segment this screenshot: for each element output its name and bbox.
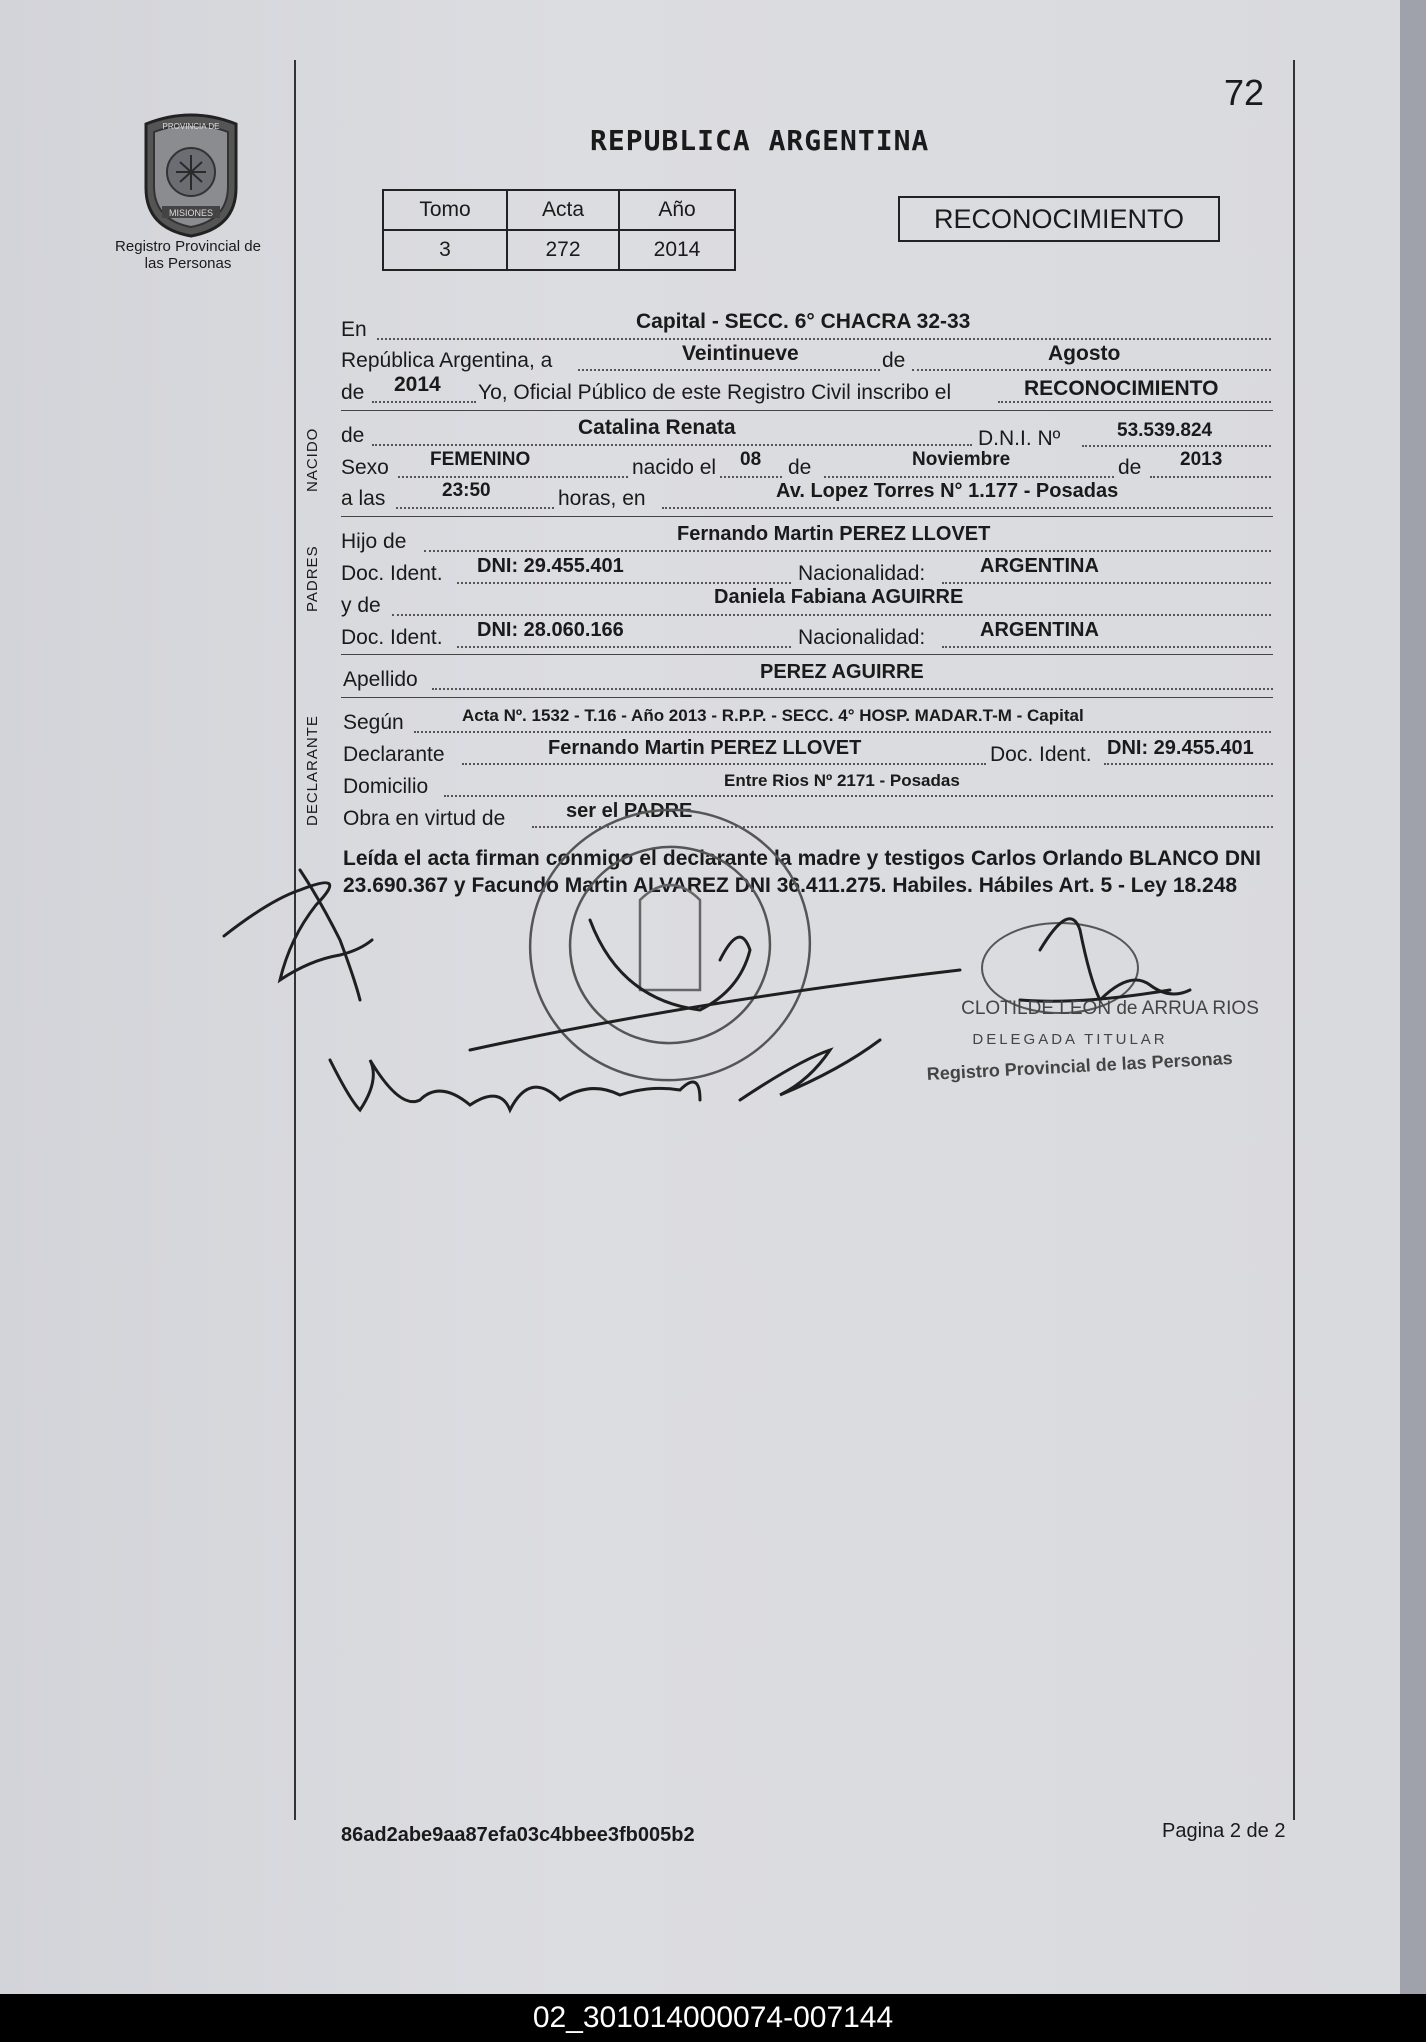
mother-nat-value: ARGENTINA — [980, 619, 1099, 641]
birth-place-value: Av. Lopez Torres N° 1.177 - Posadas — [776, 480, 1119, 502]
closing-paragraph: Leída el acta firman conmigo el declarante la madre y testigos Carlos Orlando BLANCO DNI 23.690.367 y Facundo Martin ALVAREZ DNI 36.411.275. Habiles. Hábiles Art. 5 - Ley 18.248 — [343, 847, 1261, 897]
declarante-value: Fernando Martin PEREZ LLOVET — [548, 737, 862, 759]
registry-caption: Registro Provincial de las Personas — [115, 238, 261, 272]
hijo-de-label: Hijo de — [341, 530, 407, 553]
year-value: 2014 — [394, 373, 441, 396]
obra-label: Obra en virtud de — [343, 807, 506, 830]
page-number: 72 — [1224, 72, 1265, 113]
ano-header: Año — [619, 190, 735, 230]
domicilio-value: Entre Rios Nº 2171 - Posadas — [724, 771, 960, 790]
tomo-value: 3 — [383, 230, 507, 270]
dni-label: D.N.I. Nº — [978, 427, 1061, 450]
act-type-box: RECONOCIMIENTO — [898, 196, 1220, 242]
birth-year-value: 2013 — [1180, 449, 1223, 470]
oficial-label: Yo, Oficial Público de este Registro Civil inscribo el — [478, 381, 952, 404]
delegate-name: CLOTILDE LEON de ARRUA RIOS — [961, 998, 1259, 1019]
birth-month-de-label: de — [788, 456, 812, 479]
side-label-nacido: NACIDO — [304, 427, 321, 492]
name-de-label: de — [341, 424, 365, 447]
segun-label: Según — [343, 711, 404, 734]
republica-label: República Argentina, a — [341, 349, 553, 372]
mother-nat-label: Nacionalidad: — [798, 626, 926, 649]
child-dni-value: 53.539.824 — [1117, 420, 1213, 441]
acta-header: Acta — [507, 190, 619, 230]
father-nat-value: ARGENTINA — [980, 555, 1099, 577]
segun-value: Acta Nº. 1532 - T.16 - Año 2013 - R.P.P. - SECC. 4° HOSP. MADAR.T-M - Capital — [462, 706, 1084, 725]
tomo-header: Tomo — [383, 190, 507, 230]
declarante-label: Declarante — [343, 743, 445, 766]
year-de-label: de — [341, 381, 365, 404]
acta-value: 272 — [507, 230, 619, 270]
logo-top-text: PROVINCIA DE — [162, 122, 220, 131]
day-value: Veintinueve — [682, 342, 799, 365]
horas-en-label: horas, en — [558, 487, 646, 510]
sexo-label: Sexo — [341, 456, 389, 479]
country-title: REPUBLICA ARGENTINA — [590, 124, 930, 157]
declarante-doc-value: DNI: 29.455.401 — [1107, 737, 1254, 759]
mother-doc-label: Doc. Ident. — [341, 626, 443, 649]
father-doc-label: Doc. Ident. — [341, 562, 443, 585]
en-value: Capital - SECC. 6° CHACRA 32-33 — [636, 310, 971, 333]
birth-time-value: 23:50 — [442, 480, 491, 501]
file-id-bar: 02_301014000074-007144 — [0, 1994, 1426, 2042]
page-counter: Pagina 2 de 2 — [1162, 1820, 1286, 1842]
side-label-padres: PADRES — [304, 545, 321, 612]
mother-doc-value: DNI: 28.060.166 — [477, 619, 624, 641]
sexo-value: FEMENINO — [430, 449, 531, 470]
child-name-value: Catalina Renata — [578, 416, 736, 439]
delegate-title: DELEGADA TITULAR — [972, 1031, 1168, 1048]
alas-label: a las — [341, 487, 386, 510]
yde-label: y de — [341, 594, 381, 617]
birth-day-value: 08 — [740, 449, 762, 470]
document-hash: 86ad2abe9aa87efa03c4bbee3fb005b2 — [341, 1824, 695, 1846]
birth-year-de-label: de — [1118, 456, 1142, 479]
inscribo-value: RECONOCIMIENTO — [1024, 377, 1219, 400]
side-label-declarante: DECLARANTE — [304, 715, 321, 826]
domicilio-label: Domicilio — [343, 775, 429, 798]
month-de-label: de — [882, 349, 906, 372]
father-doc-value: DNI: 29.455.401 — [477, 555, 624, 577]
obra-value: ser el PADRE — [566, 800, 693, 822]
month-value: Agosto — [1048, 342, 1121, 365]
logo-bottom-text: MISIONES — [168, 208, 214, 218]
delegate-org: Registro Provincial de las Personas — [926, 1048, 1234, 1085]
birth-month-value: Noviembre — [912, 449, 1011, 470]
apellido-label: Apellido — [343, 668, 418, 691]
father-name-value: Fernando Martin PEREZ LLOVET — [677, 523, 991, 545]
apellido-value: PEREZ AGUIRRE — [760, 661, 924, 683]
declarante-doc-label: Doc. Ident. — [990, 743, 1092, 766]
ano-value: 2014 — [619, 230, 735, 270]
mother-name-value: Daniela Fabiana AGUIRRE — [714, 586, 964, 608]
nacido-el-label: nacido el — [632, 456, 717, 479]
en-label: En — [341, 318, 367, 341]
father-nat-label: Nacionalidad: — [798, 562, 926, 585]
oval-registry-stamp — [509, 788, 832, 1103]
